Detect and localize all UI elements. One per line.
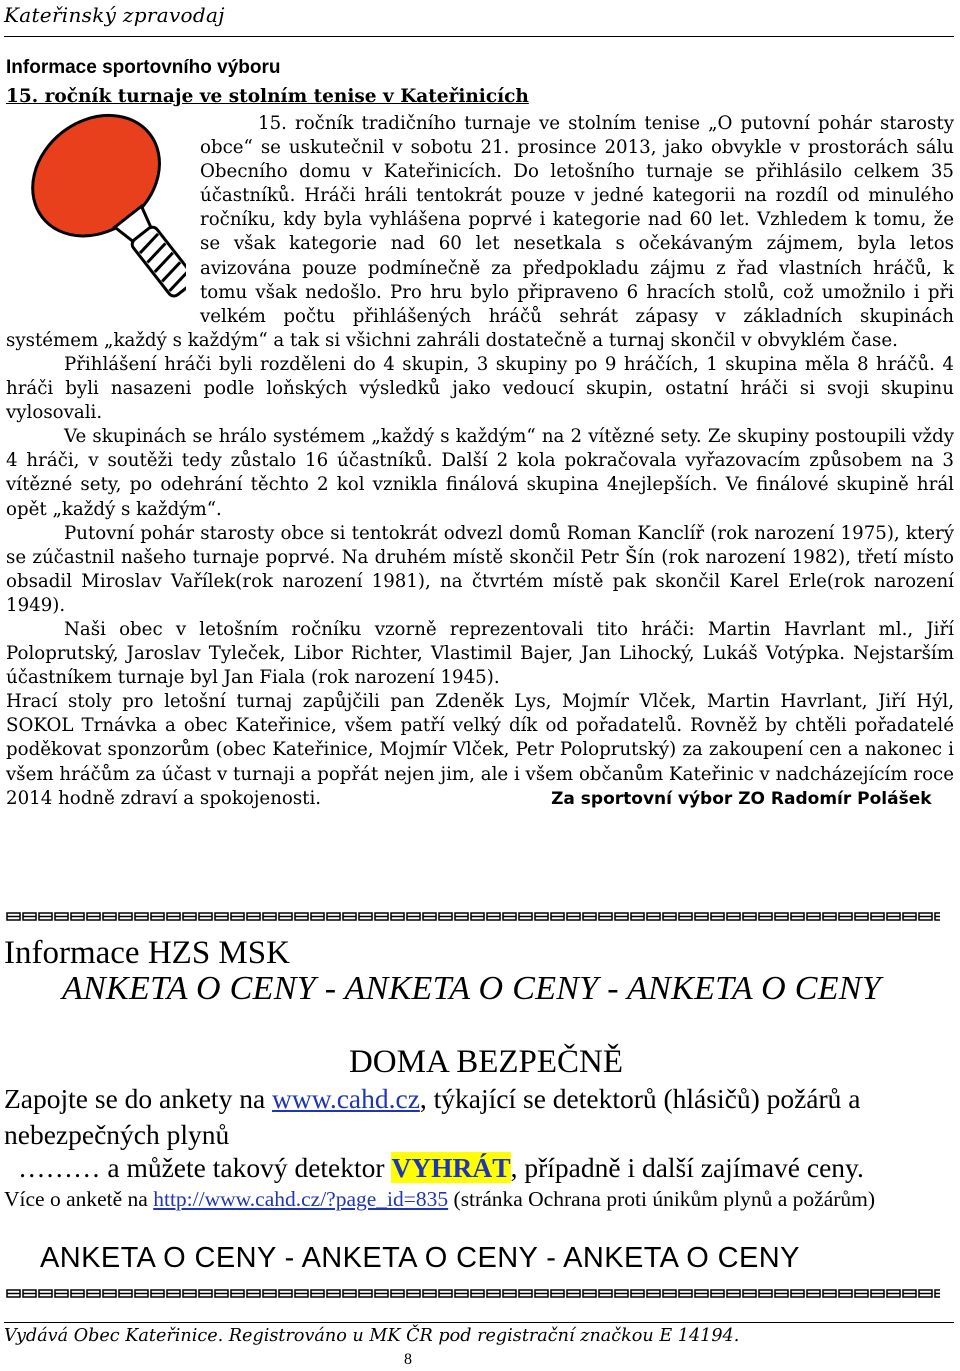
article-paragraph: Hrací stoly pro letošní turnaj zapůjčili pan Zdeněk Lys, Mojmír Vlček, Martin Havrlant, Jiří Hýl, SOKOL Trnávka a obec Kateřinice, všem patří velký dík od pořadatelů. Rovněž by chtěli pořadatelé poděkovat sponzorům (obec Kateřinice, Mojmír Vlček, Petr Poloprutský) za zakoupení cen a nakonec i všem hráčům za účast v turnaji a popřát nejen jim, ale i všem občanům Kateřinic v nadcházejícím roce 2014 hodně zdraví a spokojenosti. bbox=[6, 691, 954, 809]
article-paragraph: Putovní pohár starosty obce si tentokrát odvezl domů Roman Kanclíř (rok narození 1975), který se zúčastnil našeho turnaje poprvé. Na druhém místě skončil Petr Šín (rok narození 1982), třetí místo obsadil Miroslav Vařílek(rok narození 1981), na čtvrtém místě pak skončil Karel Erle(rok narození 1949). bbox=[6, 522, 954, 616]
more-info-line bbox=[4, 1184, 944, 1214]
more-info-text-start: Více o anketě na bbox=[4, 1187, 154, 1211]
sport-section-title: Informace sportovního výboru bbox=[6, 57, 281, 78]
tournament-subheading: 15. ročník turnaje ve stolním tenise v Kateřinicích bbox=[6, 86, 529, 107]
footer-imprint: Vydává Obec Kateřinice. Registrováno u MK ČR pod registrační značkou E 14194. bbox=[4, 1326, 740, 1346]
invitation-text-end: , týkající se detektorů (hlásičů) požárů a nebezpečných plynů bbox=[4, 1083, 861, 1150]
page-footer bbox=[4, 1322, 954, 1347]
newsletter-header bbox=[4, 2, 954, 37]
doma-bezpecne-title bbox=[0, 1043, 960, 1081]
newsletter-title: Kateřinský zpravodaj bbox=[4, 3, 225, 27]
doma-bezpecne-text: DOMA BEZPEČNĚ bbox=[348, 1044, 624, 1080]
survey-page-link[interactable]: http://www.cahd.cz/?page_id=835 bbox=[153, 1187, 449, 1211]
tournament-article bbox=[6, 112, 954, 811]
section-divider bbox=[6, 912, 940, 921]
article-paragraph: Ve skupinách se hrálo systémem „každý s každým“ na 2 vítězné sety. Ze skupiny postoupili vždy 4 hráči, v soutěži tedy zůstalo 16 účastníků. Další 2 kola pokračovala vyřazovacím způsobem na 3 vítězné sety, po odehrání těchto 2 kol vznikla finálová skupina 4nejlepších. Ve finálové skupině hrál opět „každý s každým“. bbox=[6, 426, 954, 520]
win-text-start: ……… a můžete takový detektor bbox=[18, 1152, 392, 1183]
section-divider-bottom bbox=[6, 1289, 940, 1298]
article-paragraph-last bbox=[6, 690, 954, 810]
win-detector-line bbox=[18, 1150, 864, 1186]
survey-invitation bbox=[4, 1081, 934, 1153]
cahd-link[interactable]: www.cahd.cz bbox=[272, 1083, 420, 1114]
page-number: 8 bbox=[404, 1351, 412, 1368]
anketa-banner-bottom: ANKETA O CENY - ANKETA O CENY - ANKETA O CENY bbox=[40, 1242, 800, 1274]
more-info-text-end: (stránka Ochrana proti únikům plynů a požárům) bbox=[448, 1187, 876, 1211]
hzs-section-title: Informace HZS MSK bbox=[4, 935, 290, 971]
win-text-end: , případně i další zajímavé ceny. bbox=[510, 1152, 864, 1183]
article-paragraph: Naši obec v letošním ročníku vzorně reprezentovali tito hráči: Martin Havrlant ml., Jiří Poloprutský, Jaroslav Tyleček, Libor Richter, Vlastimil Bajer, Jan Lihocký, Lukáš Votýpka. Nejstarším účastníkem turnaje byl Jan Fiala (rok narození 1945). bbox=[6, 618, 954, 689]
invitation-text-start: Zapojte se do ankety na bbox=[4, 1083, 273, 1114]
article-signature: Za sportovní výbor ZO Radomír Polášek bbox=[551, 788, 932, 809]
win-highlight: VYHRÁT bbox=[391, 1152, 511, 1183]
article-paragraph: Přihlášení hráči byli rozděleni do 4 skupin, 3 skupiny po 9 hráčích, 1 skupina měla 8 hráčů. 4 hráči byli nasazeni podle loňských výsledků jako vedoucí skupin, ostatní hráči si svoji skupinu vylosovali. bbox=[6, 353, 954, 424]
article-paragraph: 15. ročník tradičního turnaje ve stolním tenise „O putovní pohár starosty obce“ se uskutečnil v sobotu 21. prosince 2013, jako obvykle v prostorách sálu Obecního domu v Kateřinicích. Do letošního turnaje se přihlásilo celkem 35 účastníků. Hráči hráli tentokrát pouze v jedné kategorii na rozdíl od minulého ročníku, kdy byla vyhlášena poprvé i kategorie nad 60 let. Vzhledem k tomu, že se však kategorie nad 60 let nesetkala s očekávaným zájmem, byla letos avizována pouze podmínečně za předpokladu zájmu z řad vlastních hráčů, k tomu však nedošlo. Pro hru bylo připraveno 6 hracích stolů, což umožnilo i při velkém počtu přihlášených hráčů sehrát zápasy v základních skupinách systémem „každý s každým“ a tak si všichni zahráli dostatečně a turnaj skončil v obvyklém čase. bbox=[6, 113, 954, 351]
anketa-banner-italic: ANKETA O CENY - ANKETA O CENY - ANKETA O CENY bbox=[62, 970, 881, 1007]
